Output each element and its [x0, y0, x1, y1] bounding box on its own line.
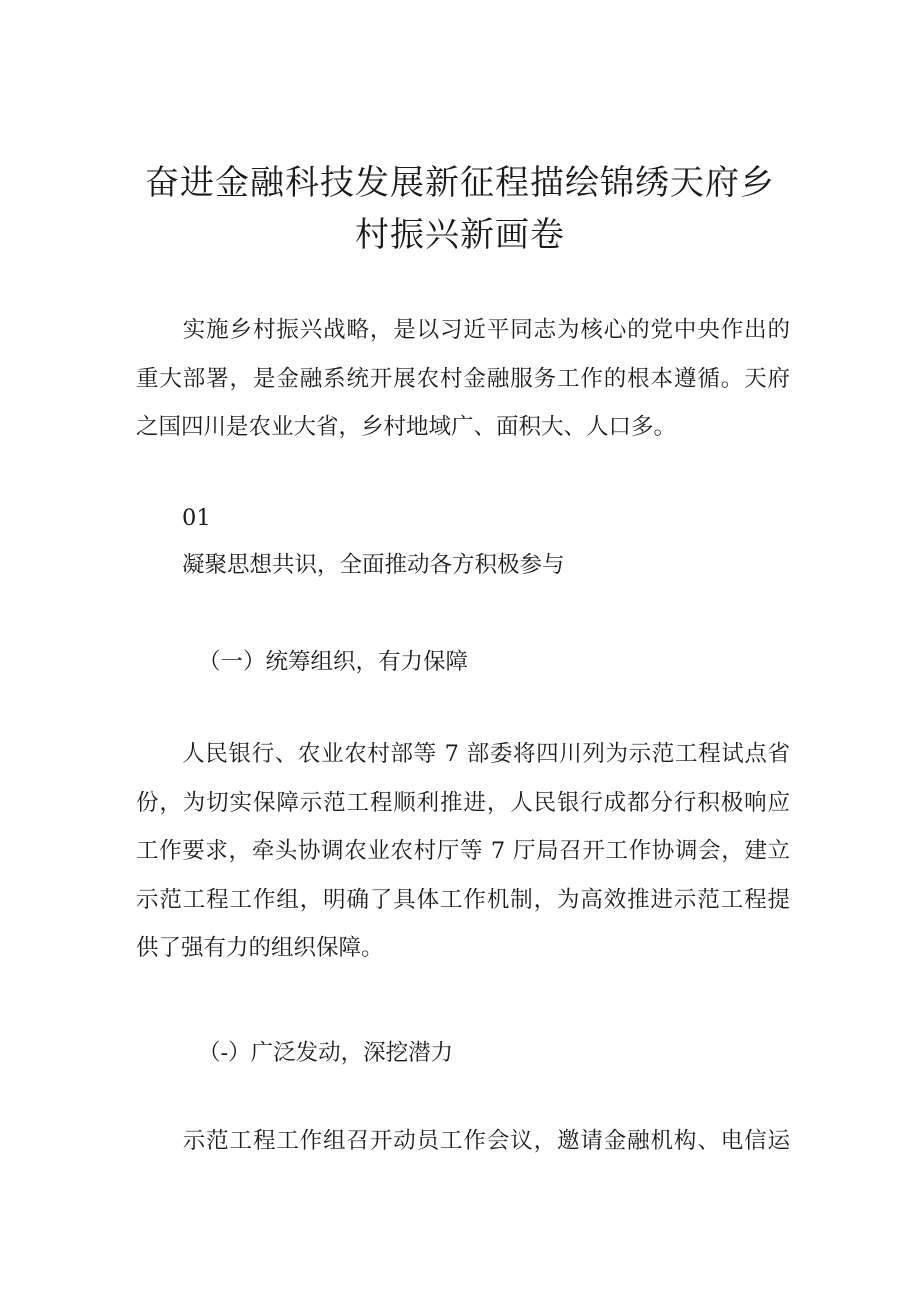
- paragraph-line: 实施乡村振兴战略，是以习近平同志为核心的党中央作出的: [136, 317, 790, 343]
- intro-paragraph: [136, 306, 790, 452]
- document-title-line-1: 奋进金融科技发展新征程描绘锦绣天府乡: [145, 163, 775, 203]
- subsection-heading-1: （一）统筹组织，有力保障: [198, 649, 469, 675]
- paragraph-line: 示范工程工作组召开动员工作会议，邀请金融机构、电信运: [136, 1128, 790, 1154]
- paragraph-line: 之国四川是农业大省，乡村地域广、面积大、人口多。: [136, 414, 677, 440]
- document-title-line-2: 村振兴新画卷: [355, 215, 565, 255]
- paragraph-line: 供了强有力的组织保障。: [136, 935, 384, 961]
- paragraph-line: 份，为切实保障示范工程顺利推进，人民银行成都分行积极响应: [136, 789, 790, 816]
- paragraph-line: 示范工程工作组，明确了具体工作机制，为高效推进示范工程提: [136, 886, 790, 913]
- body-paragraph-1: [136, 730, 790, 973]
- paragraph-line: 工作要求，牵头协调农业农村厅等 7 厅局召开工作协调会，建立: [136, 838, 790, 864]
- section-title: 凝聚思想共识，全面推动各方积极参与: [182, 552, 565, 578]
- paragraph-line: 人民银行、农业农村部等 7 部委将四川列为示范工程试点省: [136, 741, 790, 767]
- section-number: 01: [182, 505, 211, 531]
- subsection-heading-2: （-）广泛发动，深挖潜力: [198, 1040, 454, 1066]
- body-paragraph-2: [136, 1117, 790, 1166]
- paragraph-line: 重大部署，是金融系统开展农村金融服务工作的根本遵循。天府: [136, 365, 790, 392]
